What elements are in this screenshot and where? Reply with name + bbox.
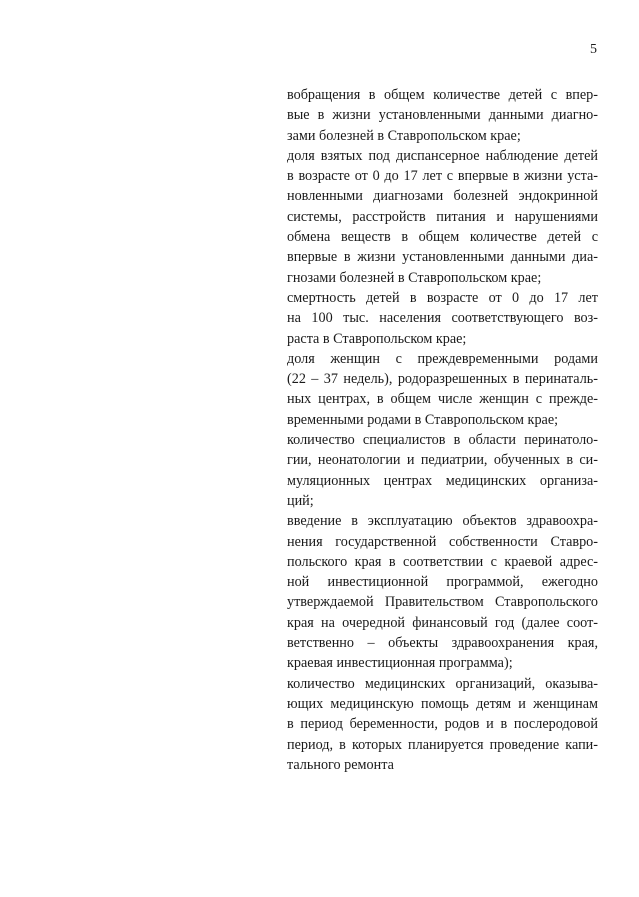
- text-column: [287, 85, 598, 775]
- text-line: ций;: [287, 492, 314, 509]
- text-line: доля взятых под диспансерное наблюдение детей: [287, 147, 598, 164]
- text-line: ной инвестиционной программой, ежегодно: [287, 574, 598, 591]
- text-line: временными родами в Ставропольском крае;: [287, 411, 559, 428]
- text-line: муляционных центрах медицинских организа-: [287, 472, 598, 489]
- text-line: в период беременности, родов и в послеродовой: [287, 716, 598, 733]
- text-line: в возрасте от 0 до 17 лет с впервые в жизни уста-: [287, 168, 598, 185]
- text-line: обмена веществ в общем количестве детей с: [287, 229, 598, 246]
- page-number: 5: [590, 42, 597, 57]
- text-line: смертность детей в возрасте от 0 до 17 лет: [287, 289, 598, 306]
- text-line: доля женщин с преждевременными родами: [287, 350, 598, 367]
- text-line: количество специалистов в области перинатоло-: [287, 432, 598, 449]
- text-line: впервые в жизни установленными данными диа-: [287, 249, 598, 266]
- text-line: системы, расстройств питания и нарушениями: [287, 208, 598, 225]
- text-line: вые в жизни установленными данными диагно-: [287, 107, 598, 124]
- text-line: период, в которых планируется проведение капи-: [287, 736, 598, 753]
- text-line: новленными диагнозами болезней эндокринной: [287, 188, 598, 205]
- text-line: гии, неонатологии и педиатрии, обученных в си-: [287, 452, 598, 469]
- text-line: (22 – 37 недель), родоразрешенных в перинаталь-: [287, 371, 598, 388]
- text-line: раста в Ставропольском крае;: [287, 330, 467, 347]
- text-line: ных центрах, в общем числе женщин с прежде-: [287, 391, 598, 408]
- text-line: края на очередной финансовый год (далее соот-: [287, 614, 598, 631]
- text-line: гнозами болезней в Ставропольском крае;: [287, 269, 542, 286]
- text-line: введение в эксплуатацию объектов здравоохра-: [287, 513, 598, 530]
- text-line: утверждаемой Правительством Ставропольского: [287, 594, 598, 611]
- text-line: краевая инвестиционная программа);: [287, 655, 513, 672]
- text-line: ветственно – объекты здравоохранения края,: [287, 635, 598, 652]
- text-line: тального ремонта: [287, 756, 394, 773]
- text-line: зами болезней в Ставропольском крае;: [287, 127, 521, 144]
- text-line: нения государственной собственности Ставро-: [287, 533, 598, 550]
- text-line: ющих медицинскую помощь детям и женщинам: [287, 695, 598, 712]
- text-line: на 100 тыс. населения соответствующего воз-: [287, 310, 598, 327]
- text-line: польского края в соответствии с краевой адрес-: [287, 553, 598, 570]
- text-line: вобращения в общем количестве детей с впер-: [287, 87, 598, 103]
- text-line: количество медицинских организаций, оказыва-: [287, 675, 598, 692]
